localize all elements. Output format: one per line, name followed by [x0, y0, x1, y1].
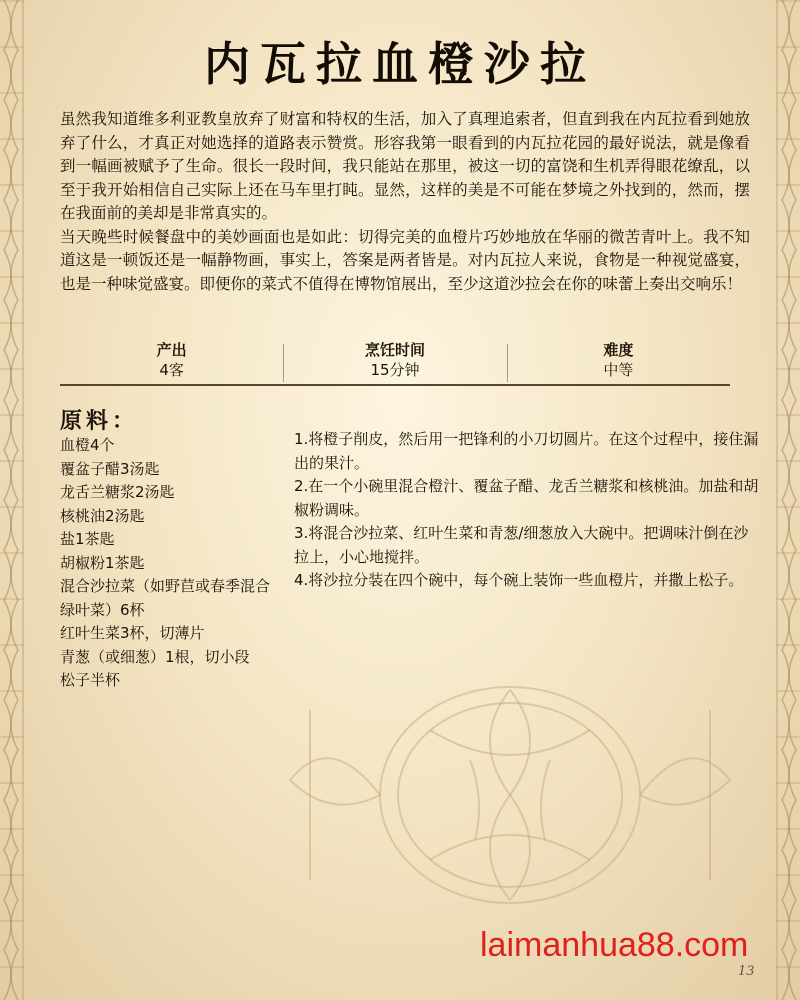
intro-paragraph: 当天晚些时候餐盘中的美妙画面也是如此：切得完美的血橙片巧妙地放在华丽的微苦青叶上。我不知道这是一顿饭还是一幅静物画，事实上，答案是两者皆是。对内瓦拉人来说，食物是一种视觉盛宴，也是一种味觉盛宴。即便你的菜式不值得在博物馆展出，至少这道沙拉会在你的味蕾上奏出交响乐！	[60, 227, 750, 293]
site-watermark: laimanhua88.com	[480, 926, 749, 964]
ingredients-heading: 原料：	[60, 408, 139, 434]
ingredient-item: 覆盆子醋3汤匙	[60, 459, 160, 478]
intro-text	[60, 108, 750, 296]
stat-difficulty-value: 中等	[603, 361, 634, 379]
intro-paragraph: 虽然我知道维多利亚教皇放弃了财富和特权的生活，加入了真理追索者，但直到我在内瓦拉看到她放弃了什么，才真正对她选择的道路表示赞赏。形容我第一眼看到的内瓦拉花园的最好说法，就是像看到一幅画被赋予了生命。很长一段时间，我只能站在那里，被这一切的富饶和生机弄得眼花缭乱，以至于我开始相信自己实际上还在马车里打盹。显然，这样的美是不可能在梦境之外找到的，然而，摆在我面前的美却是非常真实的。	[60, 110, 750, 222]
instruction-step: 1.将橙子削皮，然后用一把锋利的小刀切圆片。在这个过程中，接住漏出的果汁。	[294, 430, 759, 472]
instruction-step: 2.在一个小碗里混合橙汁、覆盆子醋、龙舌兰糖浆和核桃油。加盐和胡椒粉调味。	[294, 477, 759, 519]
left-ornamental-border	[0, 0, 24, 1000]
ingredient-item: 血橙4个	[60, 436, 115, 454]
ingredient-item: 胡椒粉1茶匙	[60, 553, 145, 572]
ingredient-item: 混合沙拉菜（如野苣或春季混合绿叶菜）6杯	[60, 577, 271, 619]
ingredient-item: 盐1茶匙	[60, 530, 115, 548]
ingredients-list	[60, 434, 275, 693]
faded-emblem-graphic	[270, 670, 750, 920]
instruction-step: 4.将沙拉分装在四个碗中，每个碗上装饰一些血橙片，并撒上松子。	[294, 571, 744, 589]
ingredient-item: 红叶生菜3杯，切薄片	[60, 624, 205, 642]
stat-yield-label: 产出	[156, 341, 187, 359]
ingredient-item: 松子半杯	[60, 671, 121, 689]
right-ornamental-border	[776, 0, 800, 1000]
recipe-title: 内瓦拉血橙沙拉	[204, 37, 596, 91]
instructions-list	[294, 428, 762, 593]
stat-cook-time	[283, 340, 506, 384]
stat-cook-time-value: 15分钟	[370, 361, 420, 379]
stat-yield-value: 4客	[159, 361, 184, 379]
recipe-stats-bar	[60, 340, 730, 386]
ingredient-item: 核桃油2汤匙	[60, 506, 145, 525]
stat-yield	[60, 340, 283, 384]
page-number: 13	[738, 964, 755, 979]
ingredient-item: 青葱（或细葱）1根，切小段	[60, 647, 250, 666]
stat-difficulty-label: 难度	[603, 341, 634, 359]
stat-cook-time-label: 烹饪时间	[364, 341, 425, 359]
ingredient-item: 龙舌兰糖浆2汤匙	[60, 483, 175, 501]
stat-difficulty	[507, 340, 730, 384]
instruction-step: 3.将混合沙拉菜、红叶生菜和青葱/细葱放入大碗中。把调味汁倒在沙拉上，小心地搅拌。	[294, 524, 749, 566]
